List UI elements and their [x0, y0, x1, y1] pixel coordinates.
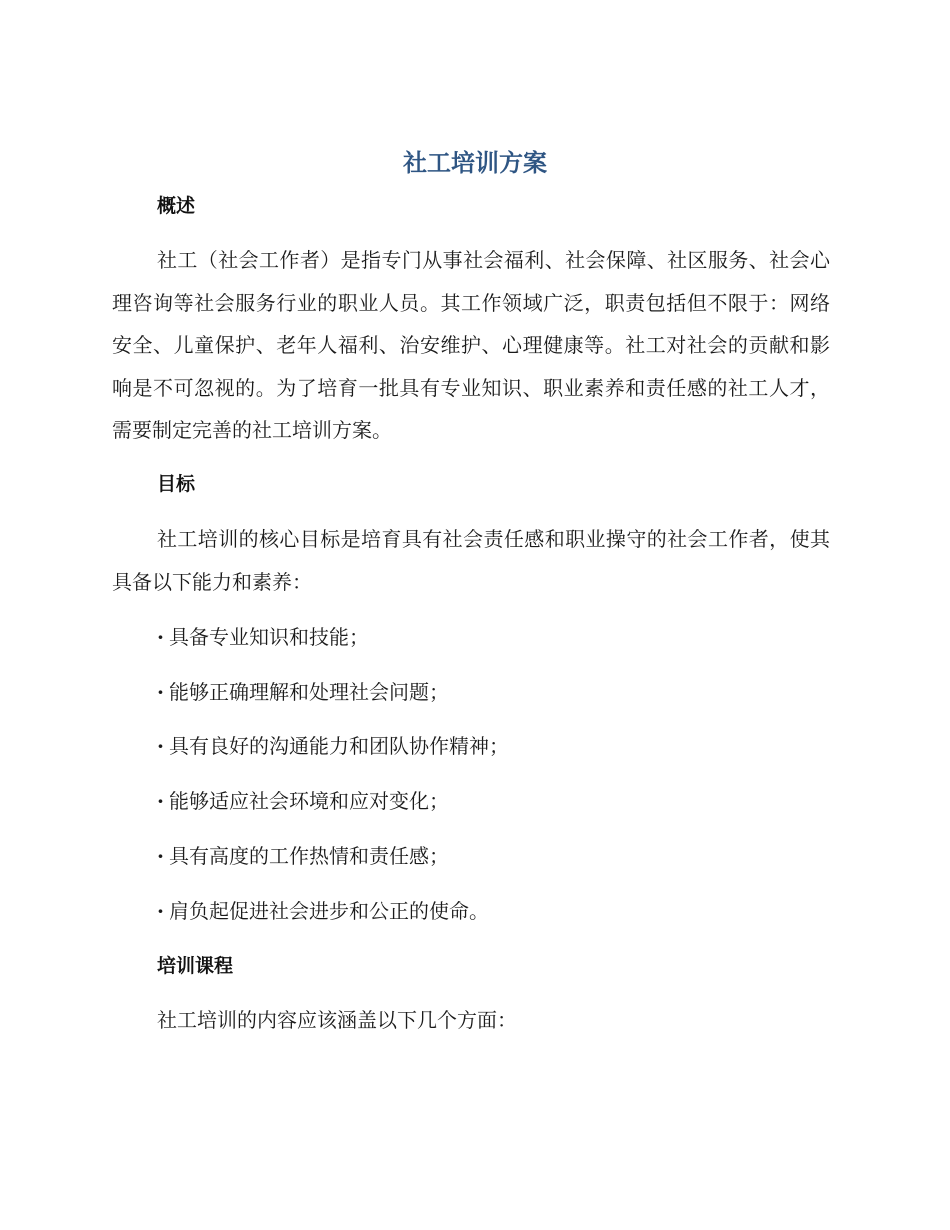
goal-list-item: [157, 841, 449, 871]
bullet-icon: ·: [157, 899, 164, 923]
goal-item-text: 肩负起促进社会进步和公正的使命。: [169, 899, 489, 923]
bullet-icon: ·: [157, 844, 164, 868]
section-heading-goals: 目标: [157, 473, 196, 495]
courses-paragraph: 社工培训的内容应该涵盖以下几个方面：: [157, 1008, 517, 1032]
goal-item-text: 具有良好的沟通能力和团队协作精神；: [169, 734, 509, 758]
goal-list-item: [157, 896, 489, 926]
goal-list-item: [157, 677, 449, 707]
section-heading-courses: 培训课程: [157, 955, 234, 977]
goal-item-text: 能够正确理解和处理社会问题；: [169, 680, 449, 704]
overview-paragraph: 社工（社会工作者）是指专门从事社会福利、社会保障、社区服务、社会心理咨询等社会服务行业的职业人员。其工作领域广泛，职责包括但不限于：网络安全、儿童保护、老年人福利、治安维护、心理健康等。社工对社会的贡献和影响是不可忽视的。为了培育一批具有专业知识、职业素养和责任感的社工人才，需要制定完善的社工培训方案。: [112, 248, 830, 442]
bullet-icon: ·: [157, 789, 164, 813]
goal-item-text: 具有高度的工作热情和责任感；: [169, 844, 449, 868]
section-heading-overview: 概述: [157, 195, 196, 217]
goal-item-text: 能够适应社会环境和应对变化；: [169, 789, 449, 813]
goal-item-text: 具备专业知识和技能；: [169, 625, 369, 649]
goal-list-item: [157, 786, 449, 816]
goal-list-item: [157, 622, 369, 652]
bullet-icon: ·: [157, 680, 164, 704]
document-title: 社工培训方案: [403, 149, 547, 177]
bullet-icon: ·: [157, 625, 164, 649]
bullet-icon: ·: [157, 734, 164, 758]
goal-list-item: [157, 731, 509, 761]
goals-paragraph: 社工培训的核心目标是培育具有社会责任感和职业操守的社会工作者，使其具备以下能力和素养：: [112, 527, 830, 594]
